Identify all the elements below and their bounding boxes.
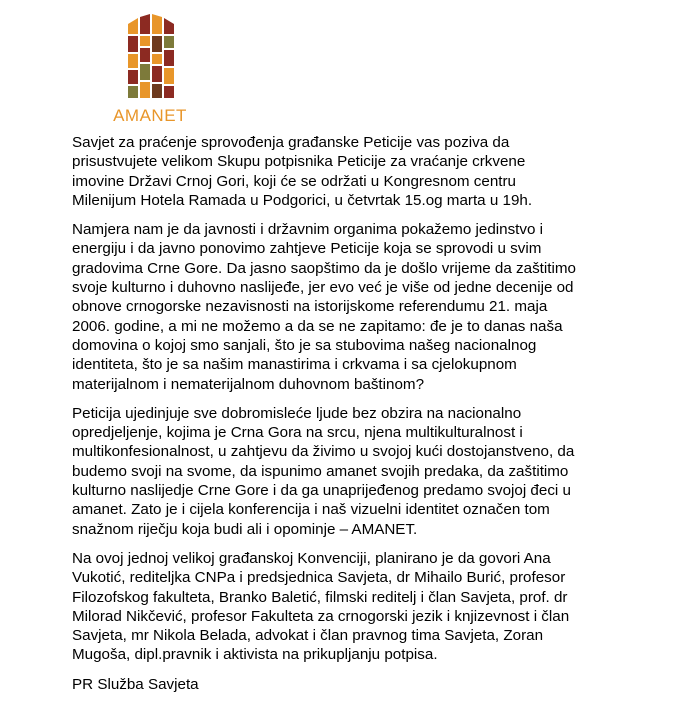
logo-tile: [128, 18, 138, 34]
text-line: Na ovoj jednoj velikoj građanskoj Konvenciji, planirano je da govori Ana: [72, 549, 551, 567]
paragraph-petition: [72, 404, 632, 539]
logo-tile: [164, 86, 174, 98]
logo-tile: [128, 70, 138, 84]
logo-tile: [140, 14, 150, 34]
text-line: amanet. Zato je i cijela konferencija i naš vizuelni identitet označen tom: [72, 501, 550, 519]
text-line: Peticija ujedinjuje sve dobromisleće ljude bez obzira na nacionalno: [72, 404, 522, 422]
paragraph-invitation: [72, 133, 632, 210]
text-line: Filozofskog fakulteta, Branko Baletić, filmski reditelj i član Savjeta, prof. dr: [72, 588, 568, 606]
text-line: imovine Državi Crnoj Gori, koji će se održati u Kongresnom centru: [72, 172, 516, 190]
text-line: Vukotić, rediteljka CNPa i predsjednica Savjeta, dr Mihailo Burić, profesor: [72, 569, 566, 587]
logo-tile: [140, 82, 150, 98]
text-line: materijalnom i nematerijalnom duhovnom baštinom?: [72, 375, 425, 393]
text-line: snažnom riječju koja budi ali i opominje – AMANET.: [72, 520, 418, 538]
logo-tile: [152, 14, 162, 34]
text-line: energiju i da javno ponovimo zahtjeve Peticije koja se sprovodi u svim: [72, 240, 542, 258]
text-line: Milorad Nikčević, profesor Fakulteta za crnogorski jezik i knjizevnost i član: [72, 607, 570, 625]
logo-wordmark: AMANET: [113, 106, 187, 125]
logo-tile: [152, 66, 162, 82]
text-line: multikonfesionalnost, u zahtjevu da živimo u svojoj kući dostojanstveno, da: [72, 443, 575, 461]
text-line: domovina o kojoj smo sanjali, što je sa stubovima našeg nacionalnog: [72, 336, 537, 354]
text-line: Savjeta, mr Nikola Belada, advokat i član pravnog tima Savjeta, Zoran: [72, 627, 544, 645]
amanet-mosaic-icon: [122, 14, 178, 100]
text-line: budemo svoji na svome, da ispunimo amanet svojih predaka, da zaštitimo: [72, 462, 569, 480]
text-line: Mugoša, dipl.pravnik i aktivista na prikupljanju potpisa.: [72, 646, 438, 664]
logo-tile: [128, 86, 138, 98]
text-line: opredjeljenje, kojima je Crna Gora na srcu, njena multikulturalnost i: [72, 424, 523, 442]
logo-tile: [152, 84, 162, 98]
logo-tile: [152, 36, 162, 52]
text-line: gradovima Crne Gore. Da jasno saopštimo da je došlo vrijeme da zaštitimo: [72, 259, 576, 277]
paragraph-speakers: [72, 549, 632, 665]
text-line: Savjet za praćenje sprovođenja građanske Peticije vas poziva da: [72, 134, 510, 151]
logo-tile: [128, 36, 138, 52]
signature: PR Služba Savjeta: [72, 675, 199, 693]
logo-tile: [140, 64, 150, 80]
logo-tile: [164, 18, 174, 34]
text-line: Namjera nam je da javnosti i državnim organima pokažemo jedinstvo i: [72, 221, 544, 239]
logo-tile: [128, 54, 138, 68]
logo-tile: [164, 68, 174, 84]
text-line: prisustvujete velikom Skupu potpisnika Peticije za vraćanje crkvene: [72, 153, 526, 171]
text-line: identiteta, što je sa našim manastirima i crkvama i sa cjelokupnom: [72, 356, 517, 374]
logo-tile: [140, 48, 150, 62]
logo-tile: [152, 54, 162, 64]
paragraph-intent: [72, 220, 632, 394]
text-line: kulturno naslijedje Crne Gore i da ga unaprijeđenog predamo svojoj đeci u: [72, 482, 571, 500]
letter-body: [72, 133, 632, 694]
text-line: Milenijum Hotela Ramada u Podgorici, u četvrtak 15.og marta u 19h.: [72, 191, 533, 209]
text-line: obnove crnogorske nezavisnosti na istorijskome referendumu 21. maja: [72, 298, 548, 316]
text-line: 2006. godine, a mi ne možemo a da se ne zapitamo: đe je to danas naša: [72, 317, 563, 335]
logo-tile: [164, 36, 174, 48]
logo-tile: [140, 36, 150, 46]
amanet-logo: [108, 14, 192, 125]
logo-tile: [164, 50, 174, 66]
text-line: svoje kulturno i duhovno naslijeđe, jer evo već je više od jedne decenije od: [72, 279, 574, 297]
